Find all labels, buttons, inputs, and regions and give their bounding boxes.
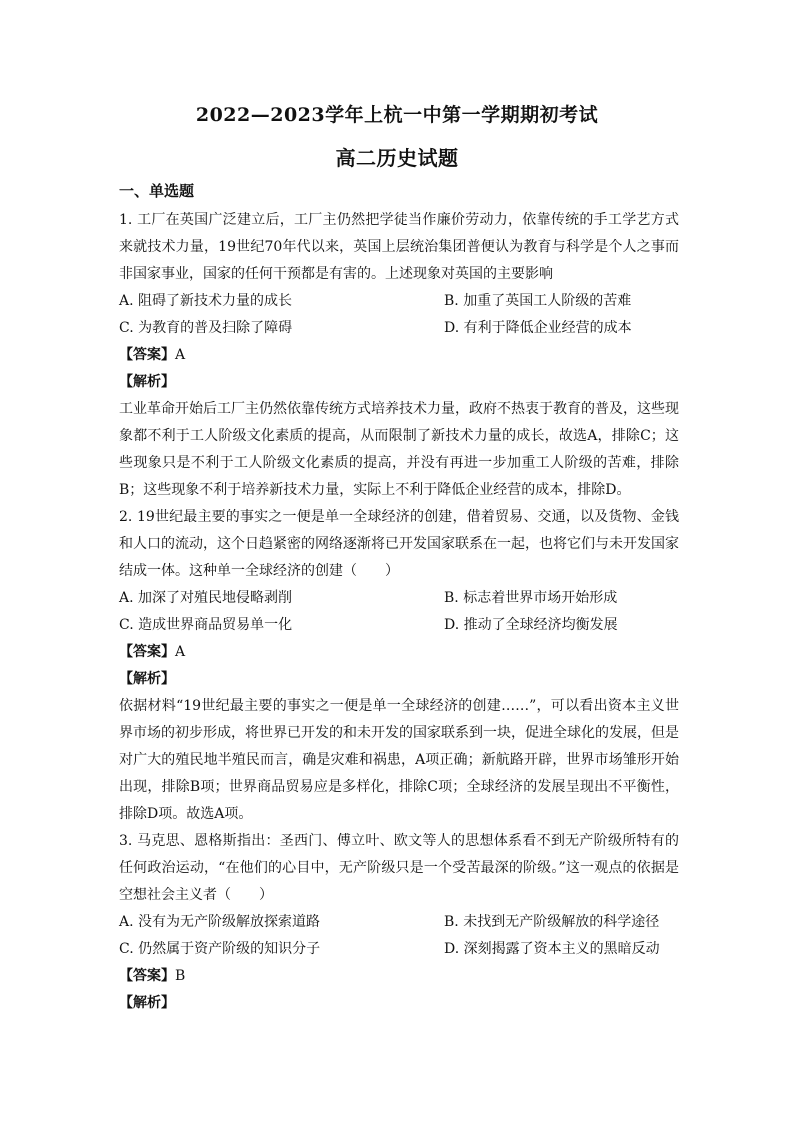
option-a: A. 阻碍了新技术力量的成长 [119,293,293,309]
answer-value: B [175,968,186,984]
answer-label: 【答案】 [119,347,175,363]
option-d: D. 有利于降低企业经营的成本 [444,320,632,336]
option-b: B. 加重了英国工人阶级的苦难 [444,293,632,309]
options-row [119,288,679,315]
answer-value: A [175,644,186,660]
option-c: C. 造成世界商品贸易单一化 [119,617,293,633]
question-stem: 2. 19世纪最主要的事实之一便是单一全球经济的创建，借着贸易、交通，以及货物、金钱和人口的流动，这个日趋紧密的网络逐渐将已开发国家联系在一起，也将它们与未开发国家结成一体。这种单一全球经济的创建（ ） [119,509,679,579]
answer-line [119,342,679,369]
question-stem: 3. 马克思、恩格斯指出：圣西门、傅立叶、欧文等人的思想体系看不到无产阶级所特有的任何政治运动，“在他们的心目中，无产阶级只是一个受苦最深的阶级。”这一观点的依据是空想社会主义者（ ） [119,833,679,903]
answer-label: 【答案】 [119,968,175,984]
option-a: A. 没有为无产阶级解放探索道路 [119,914,321,930]
option-a: A. 加深了对殖民地侵略剥削 [119,590,293,606]
question-2 [119,504,679,828]
answer-value: A [175,347,186,363]
analysis-text: 依据材料“19世纪最主要的事实之一便是单一全球经济的创建……”，可以看出资本主义世界市场的初步形成，将世界已开发的和未开发的国家联系到一块，促进全球化的发展，但是对广大的殖民地半殖民而言，确是灾难和祸患，A项正确；新航路开辟，世界市场雏形开始出现，排除B项；世界商品贸易应是多样化，排除C项；全球经济的发展呈现出不平衡性，排除D项。故选A项。 [119,698,679,822]
options-row [119,909,679,936]
question-3 [119,828,679,1017]
answer-label: 【答案】 [119,644,175,660]
option-d: D. 深刻揭露了资本主义的黑暗反动 [444,941,660,957]
analysis-label: 【解析】 [119,374,175,390]
option-b: B. 标志着世界市场开始形成 [444,590,618,606]
analysis-label: 【解析】 [119,671,175,687]
question-stem: 1. 工厂在英国广泛建立后，工厂主仍然把学徒当作廉价劳动力，依靠传统的手工学艺方式来就技术力量，19世纪70年代以来，英国上层统治集团普便认为教育与科学是个人之事而非国家事业，国家的任何干预都是有害的。上述现象对英国的主要影响 [119,212,679,282]
answer-line [119,639,679,666]
analysis-text: 工业革命开始后工厂主仍然依靠传统方式培养技术力量，政府不热衷于教育的普及，这些现象都不利于工人阶级文化素质的提高，从而限制了新技术力量的成长，故选A，排除C；这些现象只是不利于工人阶级文化素质的提高，并没有再进一步加重工人阶级的苦难，排除B；这些现象不利于培养新技术力量，实际上不利于降低企业经营的成本，排除D。 [119,401,679,498]
option-d: D. 推动了全球经济均衡发展 [444,617,618,633]
exam-title: 2022—2023学年上杭一中第一学期期初考试 [195,104,599,126]
analysis-label: 【解析】 [119,995,175,1011]
option-c: C. 仍然属于资产阶级的知识分子 [119,941,321,957]
option-b: B. 未找到无产阶级解放的科学途径 [444,914,660,930]
exam-subtitle: 高二历史试题 [335,146,459,170]
options-row [119,612,679,639]
question-1 [119,207,679,504]
questions-list [119,207,679,1017]
answer-line [119,963,679,990]
section-heading: 一、单选题 [119,182,195,200]
options-row [119,936,679,963]
options-row [119,315,679,342]
option-c: C. 为教育的普及扫除了障碍 [119,320,293,336]
options-row [119,585,679,612]
